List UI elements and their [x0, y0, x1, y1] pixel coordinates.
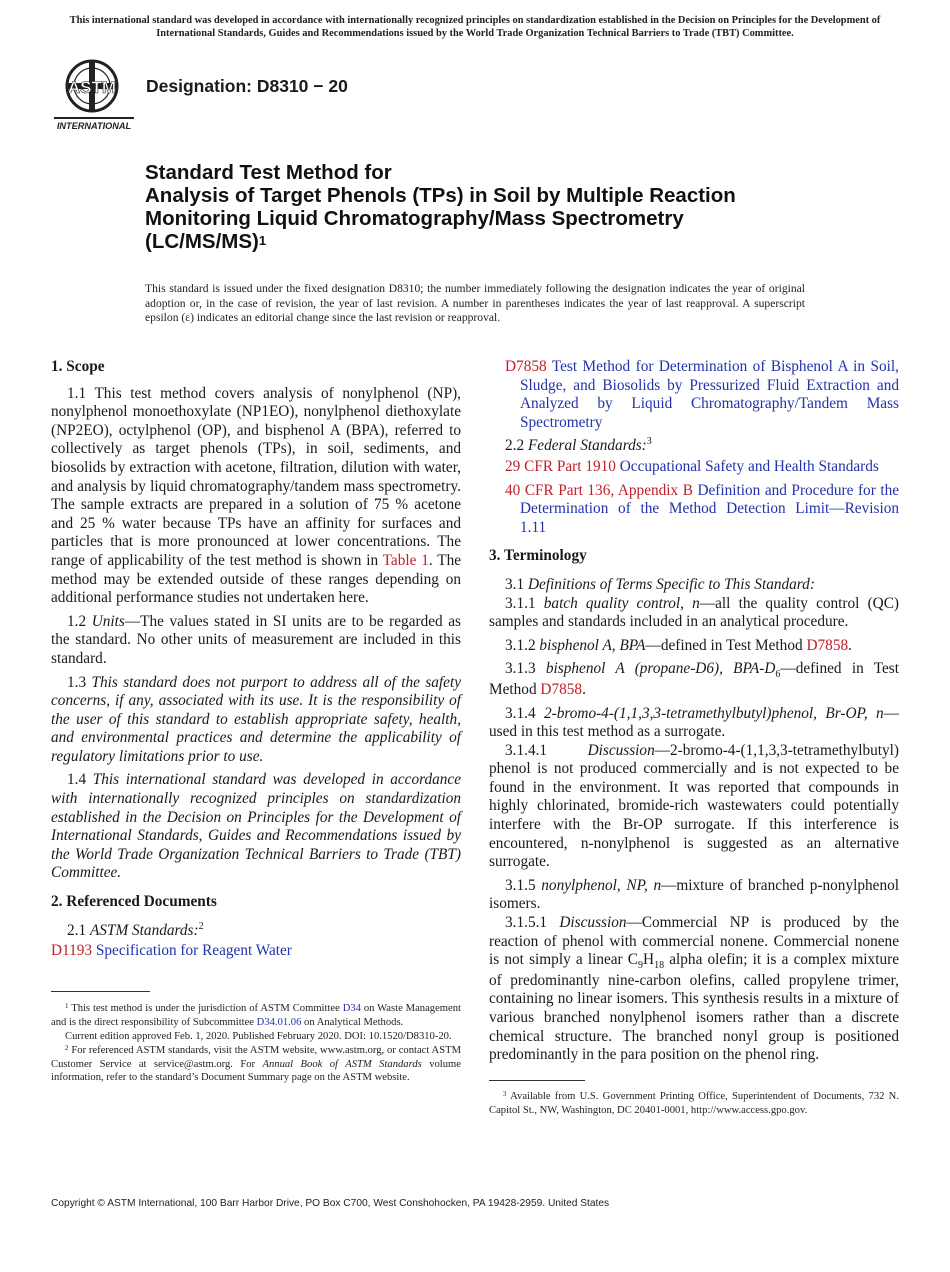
astm-logo [52, 56, 136, 134]
para-2-1: 2.1 ASTM Standards:$^2$ [67, 920, 204, 939]
section-2-heading: 2. Referenced Documents [51, 893, 217, 911]
ref-d7858-title-link[interactable]: Test Method for Determination of Bisphenol A in Soil, Sludge, and Biosolids by Pressurized Fluid Extraction and Analyzed by Liquid Chromatography/Tandem Mass Spectrometry [520, 358, 899, 431]
footnote-2: $^2$ For referenced ASTM standards, visit the ASTM website, www.astm.org, or contact ASTM Customer Service at service@astm.org. For Annual Book of ASTM Standards volume information, refer to the standard’s Document Summary page on the ASTM website. [51, 1044, 461, 1083]
d7858-link-2[interactable]: D7858 [540, 680, 583, 698]
footnote-rule-left [51, 991, 150, 992]
ref-d1193 [51, 942, 461, 961]
ref-cfr-1910-title-link[interactable]: Occupational Safety and Health Standards [619, 457, 879, 475]
ref-cfr-136-link[interactable]: 40 CFR Part 136, Appendix B [505, 481, 693, 499]
right-column [489, 358, 899, 1070]
para-1-1: 1.1 This test method covers analysis of nonylphenol (NP), nonylphenol monoethoxylate (NP1EO), nonylphenol diethoxylate (NP2EO), octylphenol (OP), and bisphenol A (BPA), referred to collectively as target phenols (TPs), in soil, sediments, and biosolids by extraction with acetone, filtration, dilution with water, and analysis by liquid chromatography/tandem mass spectrometry. The sample extracts are prepared in a solution of 75 % acetone and 25 % water because TPs have an affinity for surfaces and particles that is more pronounced at lower concentrations. The range of applicability of the test method is shown in Table 1. The method may be extended outside of these ranges depending on additional performance studies not undertaken here. [51, 384, 462, 607]
footnote-1: $^1$ This test method is under the jurisdiction of ASTM Committee D34 on Waste Management and is the direct responsibility of Subcommittee D34.01.06 on Analytical Methods. [51, 1002, 461, 1028]
footnotes-left [51, 1002, 461, 1085]
para-3-1-4-1: 3.1.4.1 Discussion—2-bromo-4-(1,1,3,3-tetramethylbutyl) phenol is not produced commercially and is not expected to be found in the environment. It was reported that compounds in highly chlorinated, bromide-rich wastewaters could potentially interfere with the Br-OP surrogate. If this interference is encountered, n-nonylphenol is suggested as an alternative surrogate. [489, 741, 899, 871]
footnote-3-ref[interactable]: 3 [646, 436, 652, 448]
designation: Designation: D8310 − 20 [146, 76, 348, 96]
para-3-1: 3.1 Definitions of Terms Specific to This Standard: [505, 575, 815, 593]
d7858-link-1[interactable]: D7858 [806, 636, 849, 654]
para-3-1-5: 3.1.5 nonylphenol, NP, n—mixture of branched p-nonylphenol isomers. [489, 876, 899, 913]
footnote-3: $^3$ Available from U.S. Government Printing Office, Superintendent of Documents, 732 N. Capitol St., NW, Washington, DC 20401-0001, http://www.access.gpo.gov. [489, 1090, 899, 1116]
ref-d7858-link[interactable]: D7858 [505, 358, 547, 375]
para-1-2: 1.2 Units—The values stated in SI units are to be regarded as the standard. No other units of measurement are included in this standard. [51, 612, 461, 667]
section-3-heading: 3. Terminology [489, 547, 587, 565]
para-3-1-5-1: 3.1.5.1 Discussion—Commercial NP is produced by the reaction of phenol with commercial nonene. Commercial nonene is not simply a linear $C_9H_{18}$ alpha olefin; it is a complex mixture of predominantly nine-carbon olefins, called propylene trimer, containing no linear isomers. This synthesis results in a mixture of various branched nonylphenol isomers rather than a discrete chemical structure. The branched nonyl group is positioned predominantly in the para position on the phenol ring. [489, 914, 900, 1064]
ref-cfr-136 [489, 482, 899, 538]
astm-logo-subtext: INTERNATIONAL [56, 121, 132, 131]
para-3-1-2: 3.1.2 bisphenol A, BPA—defined in Test Method D7858. [505, 636, 852, 654]
ref-d7858 [489, 358, 899, 432]
para-3-1-3: 3.1.3 bisphenol A (propane-D6), BPA-$D_6—defined$ in Test Method D7858. [489, 660, 899, 698]
footnote-2-ref[interactable]: 2 [198, 920, 204, 932]
para-3-1-4: 3.1.4 2-bromo-4-(1,1,3,3-tetramethylbutyl)phenol, Br-OP, n—used in this test method as a surrogate. [489, 704, 899, 741]
title-footnote-ref[interactable]: 1 [258, 233, 267, 248]
ref-cfr-1910 [489, 458, 899, 477]
copyright-footer: Copyright © ASTM International, 100 Barr Harbor Drive, PO Box C700, West Conshohocken, PA 19428-2959. United States [51, 1198, 610, 1209]
astm-logo-text: ASTM [67, 78, 117, 97]
footnote-1-edition: Current edition approved Feb. 1, 2020. Published February 2020. DOI: 10.1520/D8310-20. [65, 1031, 452, 1042]
tbt-banner: This international standard was developed in accordance with internationally recognized principles on standardization established in the Decision on Principles for the Development of International Standards, Guides and Recommendations issued by the World Trade Organization Technical Barriers to Trade (TBT) Committee. [69, 15, 881, 39]
ref-d1193-title-link[interactable]: Specification for Reagent Water [95, 942, 292, 960]
committee-d34-link[interactable]: D34 [342, 1003, 361, 1014]
title-line-1: Standard Test Method for [145, 161, 392, 184]
subcommittee-link[interactable]: D34.01.06 [256, 1017, 302, 1028]
ref-cfr-136-title-link[interactable]: Definition and Procedure for the Determination of the Method Detection Limit—Revision 1.11 [520, 481, 900, 536]
table-1-link[interactable]: Table 1 [382, 551, 429, 569]
document-title [145, 161, 785, 255]
issuance-note: This standard is issued under the fixed designation D8310; the number immediately following the designation indicates the year of original adoption or, in the case of revision, the year of last revision. A number in parentheses indicates the year of last reapproval. A superscript epsilon (ε) indicates an editorial change since the last revision or reapproval. [145, 282, 805, 324]
para-3-1-1: 3.1.1 batch quality control, n—all the quality control (QC) samples and standards included in an analytical procedure. [489, 594, 900, 631]
para-1-4: 1.4 This international standard was developed in accordance with internationally recognized principles on standardization established in the Decision on Principles for the Development of International Standards, Guides and Recommendations issued by the World Trade Organization Technical Barriers to Trade (TBT) Committee. [51, 771, 461, 882]
ref-d1193-link[interactable]: D1193 [51, 942, 93, 960]
para-2-2: 2.2 Federal Standards:$^3$ [505, 436, 652, 455]
section-1-heading: 1. Scope [51, 358, 105, 375]
para-1-3: 1.3 This standard does not purport to address all of the safety concerns, if any, associated with its use. It is the responsibility of the user of this standard to establish appropriate safety, health, and environmental practices and determine the applicability of regulatory limitations prior to use. [51, 673, 462, 765]
title-line-2: Analysis of Target Phenols (TPs) in Soil by Multiple Reaction Monitoring Liquid Chromatography/Mass Spectrometry $(LC/MS/MS)^1$ [145, 184, 736, 253]
footnote-rule-right [489, 1080, 585, 1081]
left-column [51, 358, 461, 966]
ref-cfr-1910-link[interactable]: 29 CFR Part 1910 [505, 457, 616, 475]
footnotes-right [489, 1090, 899, 1118]
